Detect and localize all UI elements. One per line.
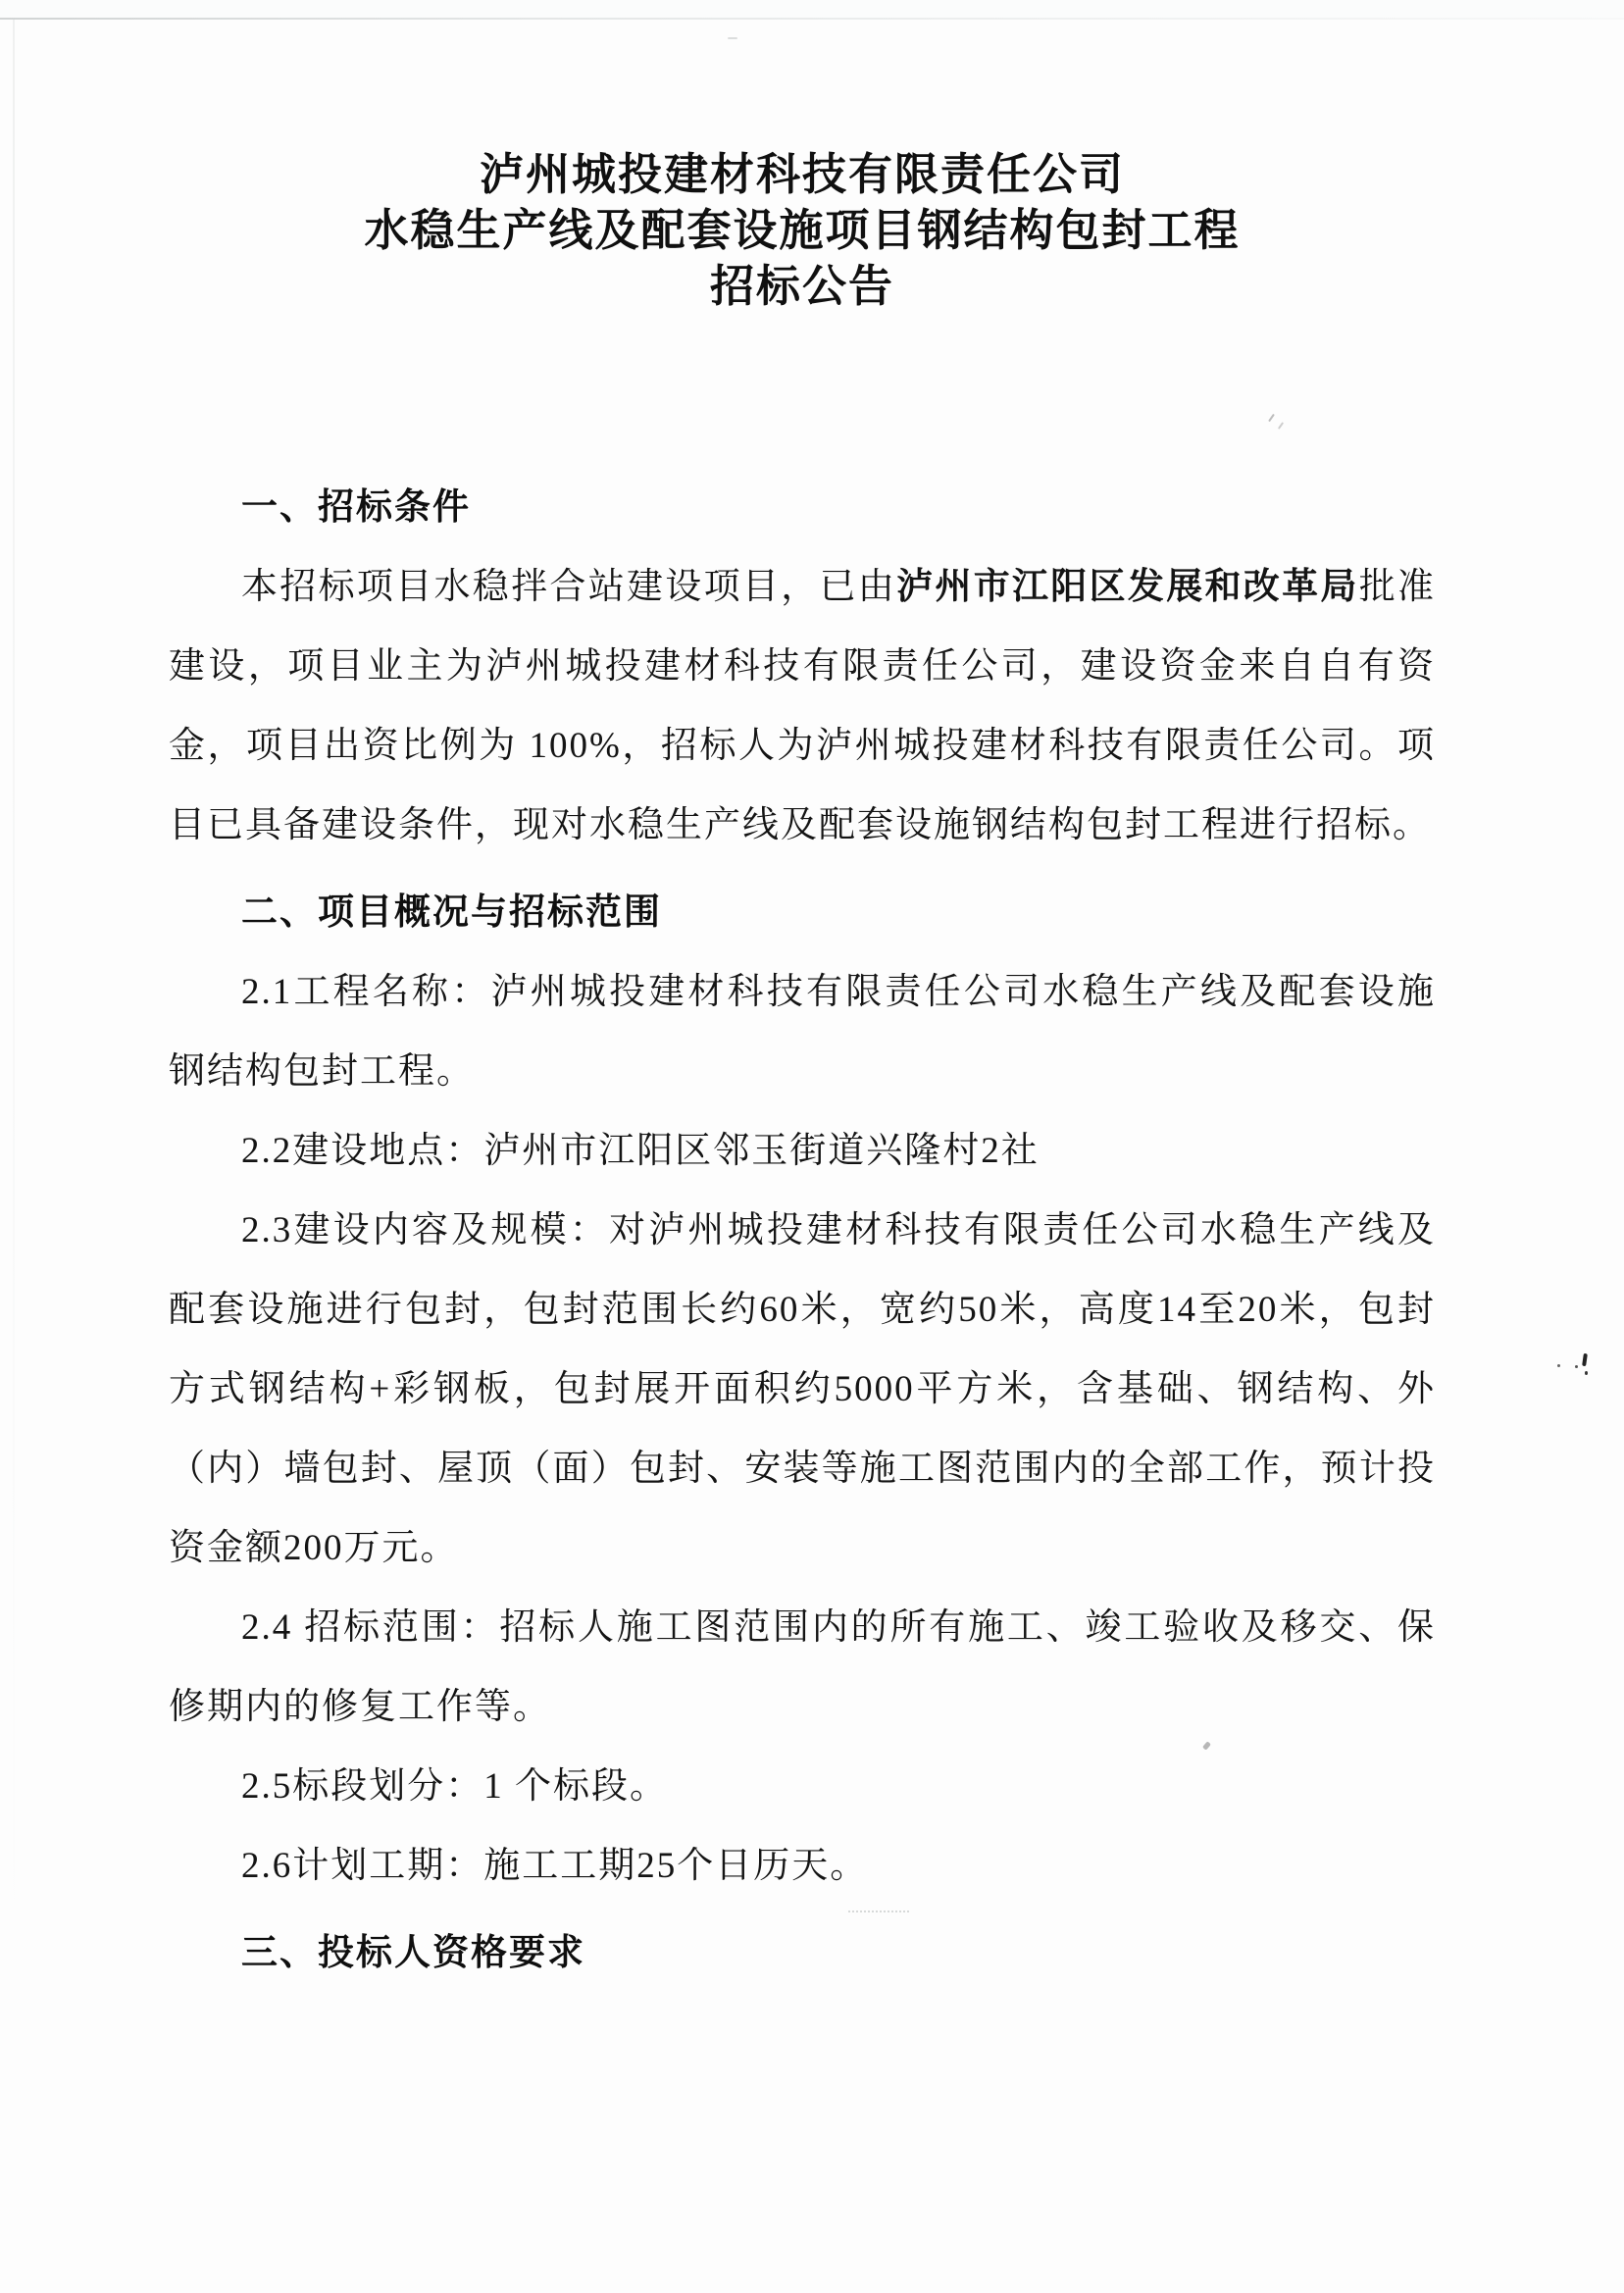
text-run: 2.2建设地点：泸州市江阳区邻玉街道兴隆村2社 — [241, 1131, 1040, 1171]
scan-speck — [1575, 1365, 1578, 1368]
scan-speck — [1557, 1364, 1560, 1367]
document-title — [169, 0, 1436, 315]
paragraph — [169, 1747, 1436, 1826]
scan-edge-left-strip — [13, 20, 15, 2293]
title-line-2: 水稳生产线及配套设施项目钢结构包封工程 — [364, 206, 1241, 255]
document-content — [169, 0, 1436, 1993]
bold-text-run: 泸州市江阳区发展和改革局 — [896, 567, 1359, 607]
text-run: 2.1工程名称：泸州城投建材科技有限责任公司水稳生产线及配套设施钢结构包封工程。 — [169, 972, 1436, 1092]
section-heading: 一、招标条件 — [241, 487, 471, 528]
section-heading: 三、投标人资格要求 — [241, 1933, 585, 1973]
text-run: 2.3建设内容及规模：对泸州城投建材科技有限责任公司水稳生产线及配套设施进行包封，包封范围长约60米，宽约50米，高度14至20米，包封方式钢结构+彩钢板，包封展开面积约5000平方米，含基础、钢结构、外（内）墙包封、屋顶（面）包封、安装等施工图范围内的全部工作，预计投资金额200万元。 — [169, 1210, 1436, 1568]
paragraph — [169, 547, 1436, 865]
section-heading: 二、项目概况与招标范围 — [241, 892, 662, 933]
scan-speck — [1585, 1371, 1588, 1375]
document-body — [169, 468, 1436, 1993]
scan-speck — [728, 37, 737, 39]
paragraph — [169, 952, 1436, 1111]
paragraph — [169, 1111, 1436, 1191]
paragraph — [169, 1826, 1436, 1906]
text-run: 本招标项目水稳拌合站建设项目，已由 — [241, 567, 897, 607]
scan-speck — [848, 1911, 909, 1914]
title-line-1: 泸州城投建材科技有限责任公司 — [479, 150, 1125, 199]
title-line-3: 招标公告 — [709, 262, 894, 311]
paragraph — [169, 1191, 1436, 1588]
scan-speck — [1582, 1353, 1588, 1366]
text-run: 2.6计划工期：施工工期25个日历天。 — [241, 1846, 869, 1886]
paragraph — [169, 1588, 1436, 1747]
text-run: 批准建设，项目业主为泸州城投建材科技有限责任公司，建设资金来自自有资金，项目出资比例为 100%，招标人为泸州城投建材科技有限责任公司。项目已具备建设条件，现对水稳生产线及配套设施钢结构包封工程进行招标。 — [169, 567, 1437, 845]
text-run: 2.4 招标范围：招标人施工图范围内的所有施工、竣工验收及移交、保修期内的修复工作等。 — [169, 1607, 1436, 1727]
text-run: 2.5标段划分：1 个标段。 — [241, 1766, 668, 1807]
